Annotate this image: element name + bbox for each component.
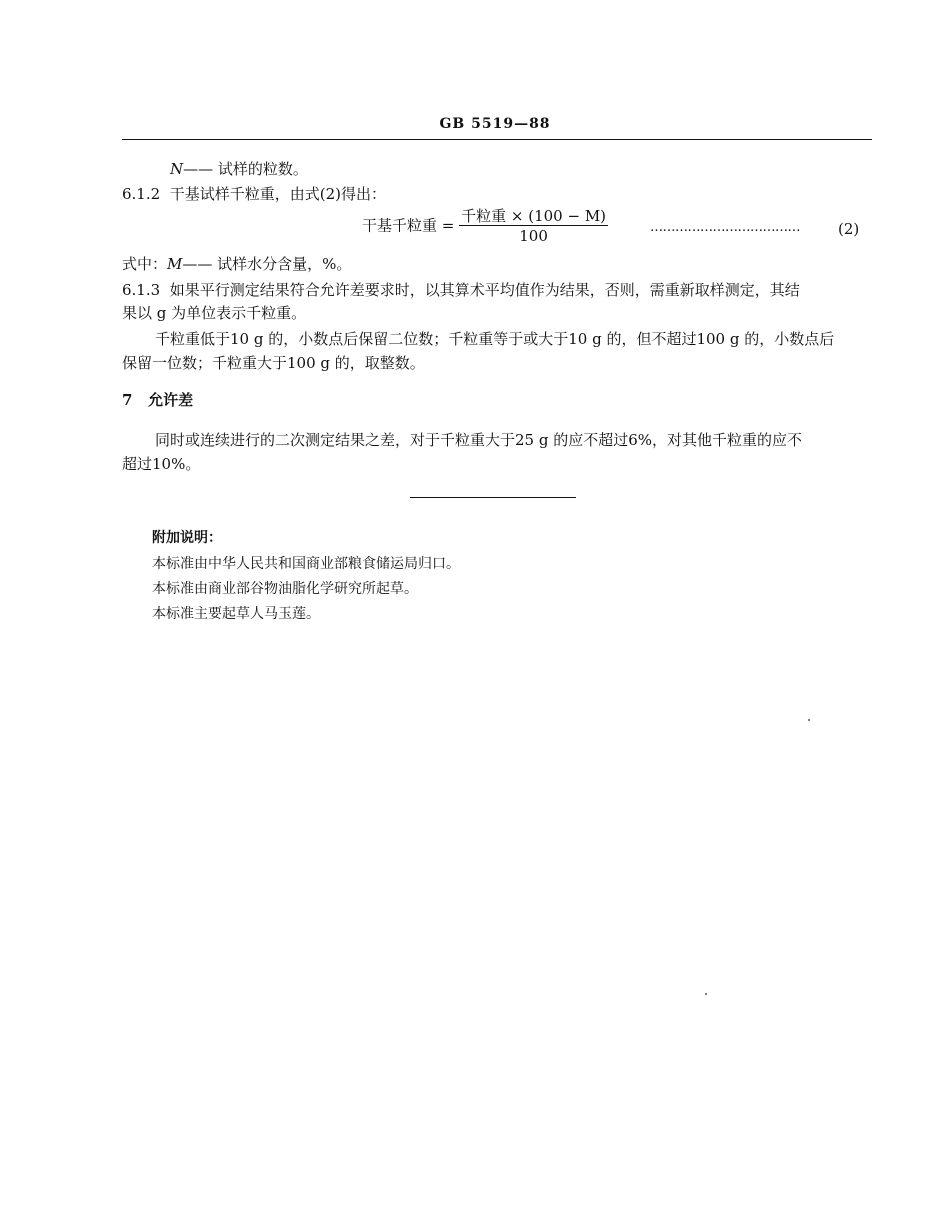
scan-speck [808, 719, 810, 721]
section-7-heading [122, 389, 193, 411]
rounding-paragraph-line2: 保留一位数；千粒重大于100 g 的，取整数。 [122, 354, 425, 372]
appendix-line1: 本标准由中华人民共和国商业部粮食储运局归口。 [152, 556, 460, 572]
section-number: 7 [122, 391, 133, 409]
scan-speck [705, 993, 707, 995]
appendix-line3: 本标准主要起草人马玉莲。 [152, 606, 320, 622]
equation-number: (2) [838, 220, 860, 238]
appendix-line2: 本标准由商业部谷物油脂化学研究所起草。 [152, 581, 418, 597]
appendix-title: 附加说明： [152, 530, 222, 546]
tolerance-line2: 超过10%。 [122, 455, 201, 473]
n-definition-text: —— 试样的粒数。 [183, 160, 308, 178]
tolerance-line1: 同时或连续进行的二次测定结果之差，对于千粒重大于25 g 的应不超过6%，对其他千粒重的应不 [155, 431, 803, 449]
section-6-1-3 [122, 279, 800, 301]
section-6-1-3-cont: 果以 g 为单位表示千粒重。 [122, 304, 307, 322]
section-text: 干基试样千粒重，由式(2)得出： [169, 185, 386, 203]
section-text: 如果平行测定结果符合允许差要求时，以其算术平均值作为结果，否则，需重新取样测定，其结 [169, 281, 800, 299]
document-header: GB 5519—88 [439, 116, 551, 132]
m-symbol: M [167, 255, 183, 273]
m-prefix: 式中： [122, 255, 168, 273]
m-definition-text: —— 试样水分含量，%。 [182, 255, 352, 273]
m-definition [122, 253, 351, 275]
formula-denominator: 100 [519, 227, 548, 245]
section-title: 允许差 [148, 391, 194, 409]
formula-2 [362, 207, 608, 246]
rounding-paragraph-line1: 千粒重低于10 g 的，小数点后保留二位数；千粒重等于或大于10 g 的，但不超过100 g 的，小数点后 [155, 330, 835, 348]
formula-lhs: 干基千粒重 = [362, 216, 455, 235]
separator-line [410, 497, 576, 498]
n-symbol: N [170, 160, 184, 178]
section-number: 6.1.2 [122, 185, 161, 203]
header-rule [122, 139, 872, 140]
formula-numerator: 千粒重 × (100 − M) [461, 207, 607, 225]
section-6-1-2 [122, 183, 386, 205]
formula-leader: ……………………………… [650, 220, 800, 235]
n-definition [170, 158, 308, 180]
formula-fraction [459, 207, 608, 246]
section-number: 6.1.3 [122, 281, 161, 299]
